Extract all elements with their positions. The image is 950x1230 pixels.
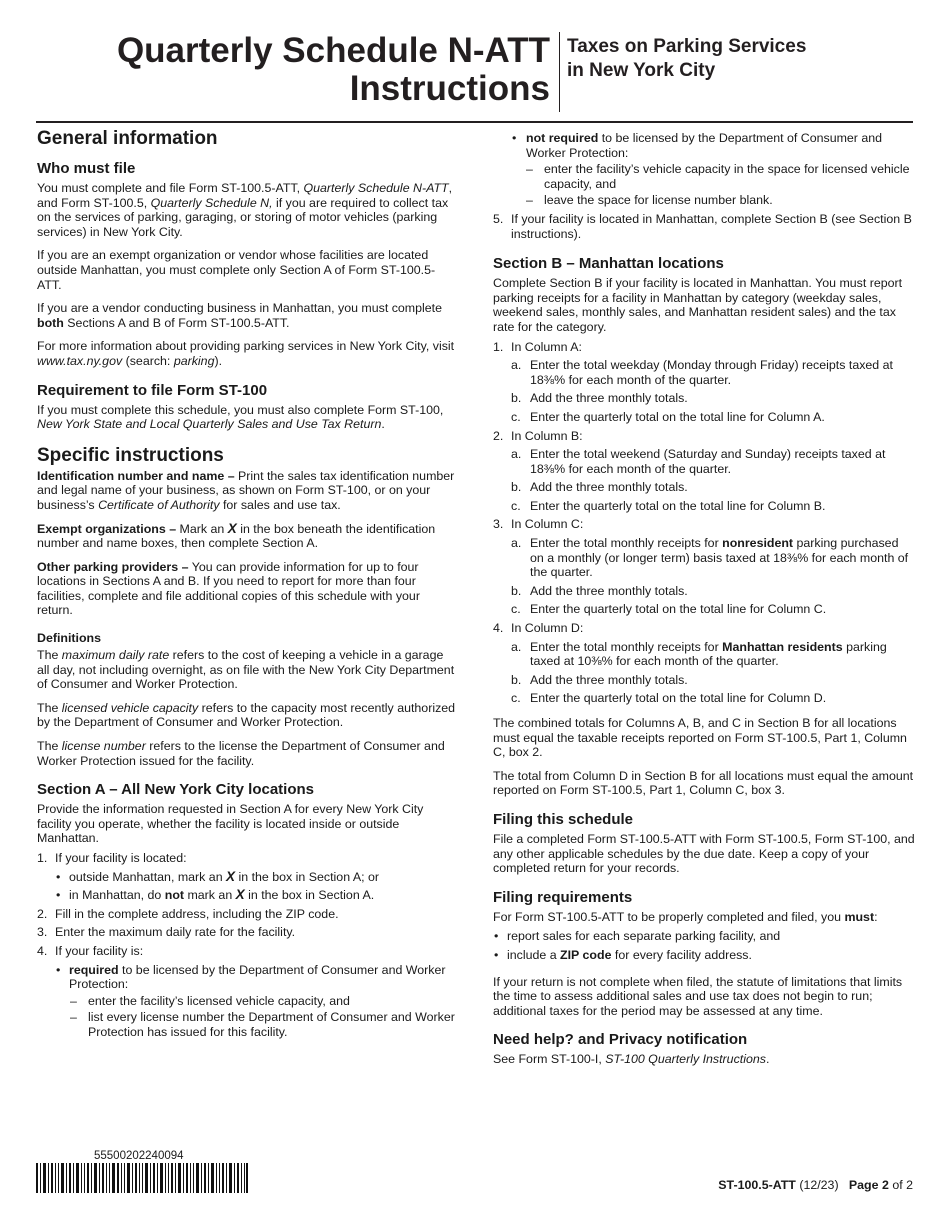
list-item: • required to be licensed by the Department of Consumer and Worker Protection: xyxy=(56,962,446,992)
list-item: 2. Fill in the complete address, including the ZIP code. xyxy=(37,906,339,921)
requirement-heading: Requirement to file Form ST-100 xyxy=(37,381,268,399)
list-item: b. Add the three monthly totals. xyxy=(511,583,688,598)
list-item: • include a ZIP code for every facility address. xyxy=(494,947,752,962)
column-d-total-paragraph: The total from Column D in Section B for all locations must equal the amount reported on Form ST-100.5, Part 1, Column C, box 3. xyxy=(493,768,914,798)
title-line-1: Quarterly Schedule N-ATT xyxy=(116,31,550,70)
list-item: a. Enter the total monthly receipts for Manhattan residents parking taxed at 10⅜% for each month of the quarter. xyxy=(511,639,887,669)
list-item: a. Enter the total weekday (Monday through Friday) receipts taxed at 18⅜% for each month of the quarter. xyxy=(511,358,893,387)
list-item: c. Enter the quarterly total on the total line for Column A. xyxy=(511,409,825,424)
list-item: • outside Manhattan, mark an X in the box in Section A; or xyxy=(56,868,380,884)
subtitle-line-1: Taxes on Parking Services xyxy=(567,36,807,57)
list-item: – list every license number the Department of Consumer and Worker Protection has issued for this facility. xyxy=(70,1010,455,1039)
who-must-file-paragraph-2: If you are an exempt organization or vendor whose facilities are located outside Manhattan, you must complete only Section A of Form ST-100.5-ATT. xyxy=(37,248,436,292)
list-item: 5. If your facility is located in Manhattan, complete Section B (see Section B instructions). xyxy=(493,211,912,241)
form-revision: (12/23) xyxy=(795,1178,839,1192)
filing-requirements-list xyxy=(493,929,915,962)
page-label: Page xyxy=(848,1178,882,1192)
list-item: 2. In Column B: xyxy=(493,428,583,443)
list-item: 3. In Column C: xyxy=(493,517,584,532)
barcode-number: 55500202240094 xyxy=(94,1150,184,1162)
filing-schedule-paragraph: File a completed Form ST-100.5-ATT with Form ST-100.5, Form ST-100, and any other applicable schedules by the due date. Keep a copy of your completed return for your records. xyxy=(493,831,915,876)
list-item: • report sales for each separate parking facility, and xyxy=(494,929,781,944)
list-item: b. Add the three monthly totals. xyxy=(511,391,688,406)
list-item: – leave the space for license number blank. xyxy=(526,193,773,208)
list-item: b. Add the three monthly totals. xyxy=(511,672,688,687)
need-help-heading: Need help? and Privacy notification xyxy=(493,1031,748,1049)
list-item: c. Enter the quarterly total on the total line for Column D. xyxy=(511,691,827,706)
section-b-list xyxy=(493,340,915,706)
who-must-file-paragraph-1: You must complete and file Form ST-100.5-ATT, Quarterly Schedule N-ATT, and Form ST-100.5, Quarterly Schedule N, if you are required to collect tax on the services of parking, garaging, or storing of motor vehicles (parking services) in New York City. xyxy=(37,181,453,239)
exempt-organizations-paragraph: Exempt organizations – Mark an X in the box beneath the identification number and name boxes, then complete Section A. xyxy=(37,520,436,551)
page-total: of 2 xyxy=(888,1178,913,1192)
list-item: 4. In Column D: xyxy=(493,621,584,636)
identification-paragraph: Identification number and name – Print the sales tax identification number and legal name of your business, as shown on Form ST-100, or on your business’s Certificate of Authority for sales and use tax. xyxy=(37,468,455,512)
list-item: a. Enter the total weekend (Saturday and Sunday) receipts taxed at 18⅜% for each month of the quarter. xyxy=(511,447,886,476)
right-column xyxy=(493,131,915,1076)
other-providers-paragraph: Other parking providers – You can provide information for up to four locations in Sections A and B. If you need to report for more than four facilities, complete and file additional copies of this schedule with your return. xyxy=(37,559,420,618)
section-a-paragraph: Provide the information requested in Section A for every New York City facility you operate, whether the facility is located inside or outside Manhattan. xyxy=(37,802,424,846)
section-b-paragraph: Complete Section B if your facility is located in Manhattan. You must report parking receipts for a facility in Manhattan by category (weekday sales, weekend sales, monthly sales, and Manhattan resident sales) and the tax rate for the category. xyxy=(493,276,903,334)
title-line-2: Instructions xyxy=(349,69,550,108)
form-id: ST-100.5-ATT xyxy=(718,1178,796,1192)
page-header xyxy=(0,0,950,122)
list-item: c. Enter the quarterly total on the total line for Column B. xyxy=(511,498,826,513)
general-info-heading: General information xyxy=(37,128,218,149)
definition-max-daily-rate: The maximum daily rate refers to the cost of keeping a vehicle in a garage all day, not including overnight, as on file with the New York City Department of Consumer and Worker Protection. xyxy=(37,648,455,692)
list-item: b. Add the three monthly totals. xyxy=(511,480,688,495)
who-must-file-heading: Who must file xyxy=(37,160,136,177)
list-item: – enter the facility’s licensed vehicle capacity, and xyxy=(70,993,350,1008)
barcode-image xyxy=(36,1163,248,1193)
list-item: 4. If your facility is: xyxy=(37,943,144,958)
section-a-heading: Section A – All New York City locations xyxy=(37,781,315,799)
definitions-heading: Definitions xyxy=(37,631,102,646)
who-must-file-paragraph-4: For more information about providing parking services in New York City, visit www.tax.ny.gov (search: parking). xyxy=(37,339,455,368)
page-subtitle xyxy=(567,35,806,83)
page-title xyxy=(117,32,550,108)
list-item: • not required to be licensed by the Department of Consumer and Worker Protection: xyxy=(512,131,883,160)
list-item: 1. If your facility is located: xyxy=(37,851,187,865)
specific-instructions-heading: Specific instructions xyxy=(37,444,224,466)
section-b-heading: Section B – Manhattan locations xyxy=(493,255,724,273)
list-item: a. Enter the total monthly receipts for nonresident parking purchased on a monthly (or longer term) basis taxed at 18⅜% for each month of the quarter. xyxy=(511,536,909,580)
filing-requirements-paragraph: For Form ST-100.5-ATT to be properly completed and filed, you must: xyxy=(493,909,878,924)
list-item: • in Manhattan, do not mark an X in the box in Section A. xyxy=(56,887,375,903)
definition-license-number: The license number refers to the license the Department of Consumer and Worker Protection issued for the facility. xyxy=(37,739,445,768)
left-column xyxy=(37,128,457,1042)
need-help-paragraph: See Form ST-100-I, ST-100 Quarterly Instructions. xyxy=(493,1052,770,1067)
who-must-file-paragraph-3: If you are a vendor conducting business in Manhattan, you must complete both Sections A and B of Form ST-100.5-ATT. xyxy=(37,301,442,330)
form-footer xyxy=(718,1178,913,1192)
list-item: 3. Enter the maximum daily rate for the facility. xyxy=(37,925,296,940)
section-a-list xyxy=(37,851,457,1040)
subtitle-line-2: in New York City xyxy=(567,60,716,81)
combined-totals-paragraph: The combined totals for Columns A, B, and C in Section B for all locations must equal the taxable receipts reported on Form ST-100.5, Part 1, Column C, box 2. xyxy=(493,716,907,760)
title-divider xyxy=(559,32,560,112)
header-rule xyxy=(36,121,913,123)
website-link[interactable]: www.tax.ny.gov xyxy=(37,353,123,368)
list-item: 1. In Column A: xyxy=(493,339,582,354)
statute-paragraph: If your return is not complete when filed, the statute of limitations that limits the time to assess additional sales and use tax does not begin to run; additional taxes for the period may be assessed at any time. xyxy=(493,974,903,1018)
list-item: c. Enter the quarterly total on the total line for Column C. xyxy=(511,602,827,617)
requirement-paragraph: If you must complete this schedule, you must also complete Form ST-100, New York State and Local Quarterly Sales and Use Tax Return. xyxy=(37,402,444,432)
definition-licensed-capacity: The licensed vehicle capacity refers to the capacity most recently authorized by the Department of Consumer and Worker Protection. xyxy=(37,700,456,730)
filing-schedule-heading: Filing this schedule xyxy=(493,810,634,828)
section-a-continued-list xyxy=(493,131,915,241)
filing-requirements-heading: Filing requirements xyxy=(493,888,633,906)
list-item: – enter the facility’s vehicle capacity in the space for licensed vehicle capacity, and xyxy=(526,162,910,191)
page-number: 2 xyxy=(881,1178,889,1192)
